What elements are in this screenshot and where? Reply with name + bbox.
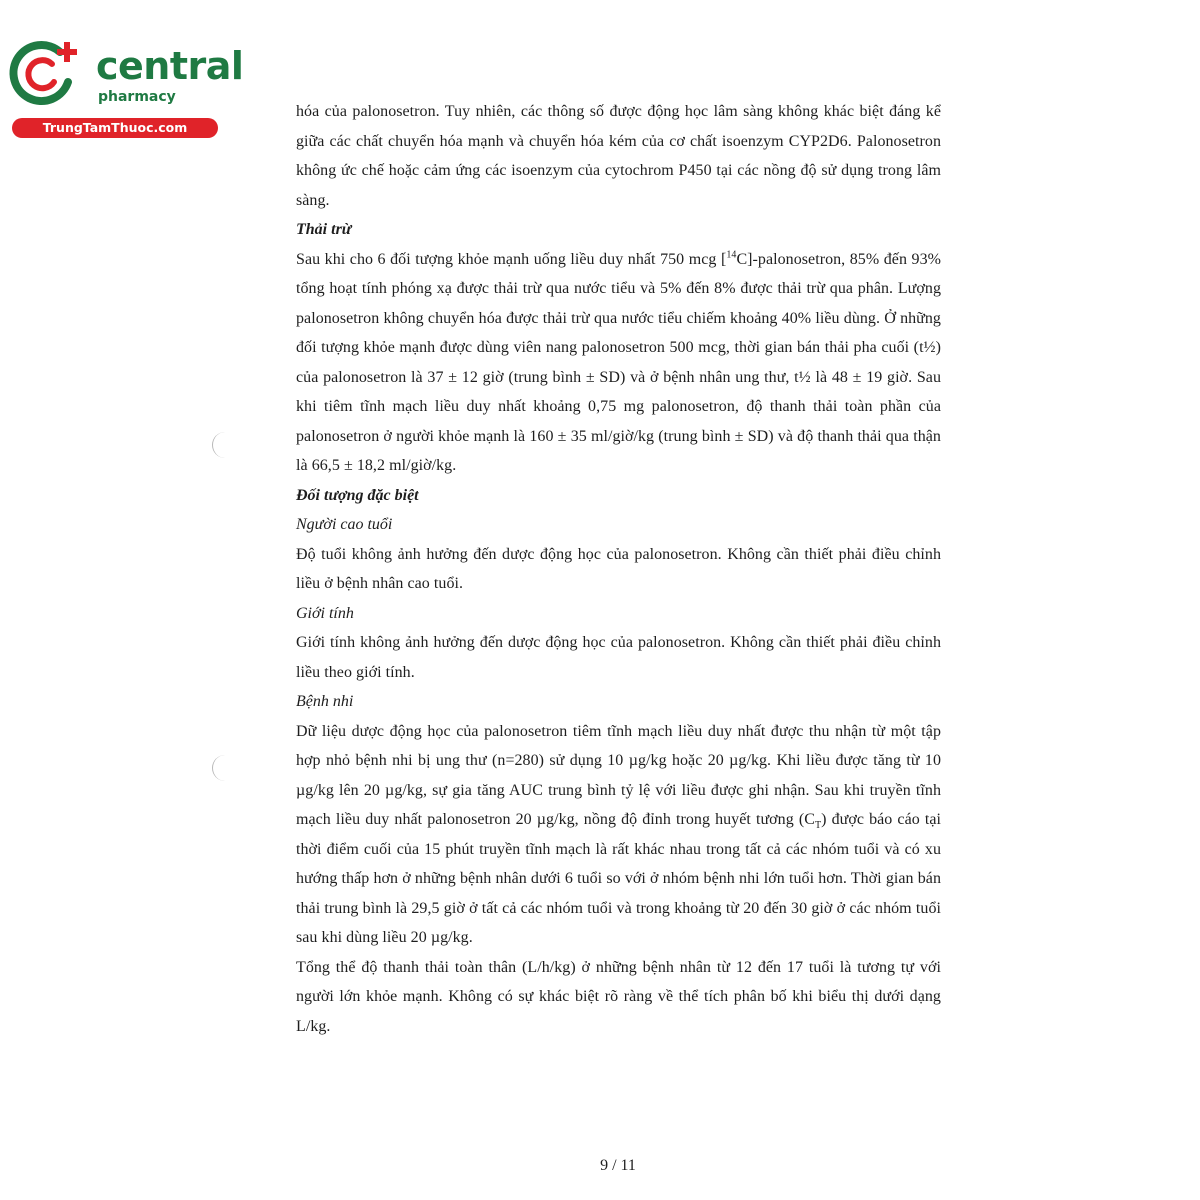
paragraph-clearance: Tổng thể độ thanh thải toàn thân (L/h/kg) ở những bệnh nhân từ 12 đến 17 tuổi là tương tự với người lớn khỏe mạnh. Không có sự khác biệt rõ ràng về thể tích phân bố khi biểu thị dưới dạng L/kg.	[296, 958, 941, 1035]
paragraph-elimination	[296, 245, 941, 481]
text-segment: ) được báo cáo tại thời điểm cuối của 15 phút truyền tĩnh mạch là rất khác nhau trong tất cả các nhóm tuổi và có xu hướng thấp hơn ở những bệnh nhân dưới 6 tuổi so với ở nhóm bệnh nhi lớn tuổi hơn. Thời gian bán thải trung bình là 29,5 giờ ở tất cả các nhóm tuổi và trong khoảng từ 20 đến 30 giờ ở các nhóm tuổi sau khi dùng liều 20 µg/kg.	[296, 811, 941, 946]
stamp-residue	[1013, 420, 1027, 560]
brand-name: central	[96, 44, 244, 88]
paragraph-pediatric	[296, 717, 941, 953]
brand-url-badge: TrungTamThuoc.com	[12, 118, 218, 138]
subheading-nguoi-cao-tuoi: Người cao tuổi	[296, 516, 393, 533]
paragraph-elderly: Độ tuổi không ảnh hưởng đến dược động học của palonosetron. Không cần thiết phải điều chỉnh liều ở bệnh nhân cao tuổi.	[296, 545, 941, 592]
margin-mark	[212, 432, 225, 458]
subheading-gioi-tinh: Giới tính	[296, 604, 354, 622]
heading-thai-tru: Thải trừ	[296, 221, 352, 238]
margin-mark	[212, 755, 225, 781]
brand-logo	[8, 38, 244, 138]
subscript-t: T	[814, 820, 822, 832]
paragraph-metabolism: hóa của palonosetron. Tuy nhiên, các thông số được động học lâm sàng không khác biệt đáng kể giữa các chất chuyển hóa mạnh và chuyển hóa kém của cơ chất isoenzym CYP2D6. Palonosetron không ức chế hoặc cảm ứng các isoenzym của cytochrom P450 tại các nồng độ sử dụng trong lâm sàng.	[296, 103, 941, 209]
heading-doi-tuong-dac-biet: Đối tượng đặc biệt	[296, 486, 419, 504]
text-segment: Sau khi cho 6 đối tượng khỏe mạnh uống liều duy nhất 750 mcg [	[296, 250, 727, 268]
central-pharmacy-logo-icon	[8, 38, 88, 108]
paragraph-gender: Giới tính không ảnh hưởng đến dược động học của palonosetron. Không cần thiết phải điều chỉnh liều theo giới tính.	[296, 634, 941, 681]
text-segment: C]-palonosetron, 85% đến 93% tổng hoạt tính phóng xạ được thải trừ qua nước tiểu và 5% đến 8% được thải trừ qua phân. Lượng palonosetron không chuyển hóa được thải trừ qua nước tiểu chiếm khoảng 40% liều dùng. Ở những đối tượng khỏe mạnh được dùng viên nang palonosetron 500 mcg, thời gian bán thải pha cuối (t½) của palonosetron là 37 ± 12 giờ (trung bình ± SD) và ở bệnh nhân ung thư, t½ là 48 ± 19 giờ. Sau khi tiêm tĩnh mạch liều duy nhất khoảng 0,75 mg palonosetron, độ thanh thải toàn phần của palonosetron ở người khỏe mạnh là 160 ± 35 ml/giờ/kg (trung bình ± SD) và độ thanh thải qua thận là 66,5 ± 18,2 ml/giờ/kg.	[296, 250, 942, 474]
subheading-benh-nhi: Bệnh nhi	[296, 693, 354, 710]
superscript-isotope: 14	[726, 249, 737, 261]
brand-subtitle: pharmacy	[98, 89, 176, 105]
document-body	[296, 97, 941, 1041]
text-segment: Dữ liệu dược động học của palonosetron tiêm tĩnh mạch liều duy nhất được thu nhận từ một tập hợp nhỏ bệnh nhi bị ung thư (n=280) sử dụng 10 µg/kg hoặc 20 µg/kg. Khi liều được tăng từ 10 µg/kg lên 20 µg/kg, sự gia tăng AUC trung bình tỷ lệ với liều được ghi nhận. Sau khi truyền tĩnh mạch liều duy nhất palonosetron 20 µg/kg, nồng độ đỉnh trong huyết tương (C	[296, 722, 941, 828]
page-number: 9 / 11	[600, 1157, 636, 1174]
